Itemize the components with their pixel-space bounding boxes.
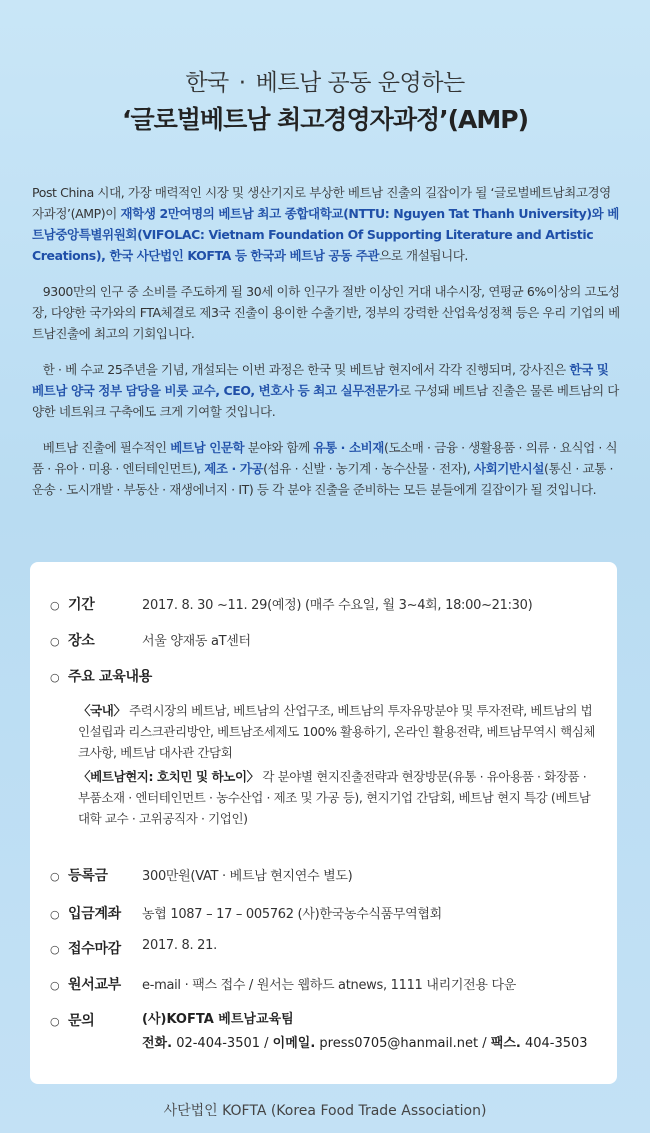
- title-separator: ·: [238, 70, 246, 96]
- title-line-1: [0, 64, 650, 97]
- period-value: 2017. 8. 30 ~11. 29(예정) (매주 수요일, 월 3~4회, 18:00~21:30): [142, 598, 533, 613]
- intro-paragraph-1: Post China 시대, 가장 매력적인 시장 및 생산기지로 부상한 베트남 진출의 길잡이가 될 ‘글로벌베트남최고경영자과정’(AMP)이 재학생 2만여명의 베트남 최고 종합대학교(NTTU: Nguyen Tat Thanh University)와 베트남중앙특별위원회(VIFOLAC: Vietnam Foundation Of Supporting Literature and Artistic Creations), 한국 사단법인 KOFTA 등 한국과 베트남 공동 주관으로 개설됩니다.: [32, 185, 619, 263]
- circle-bullet-icon: ○: [50, 1015, 60, 1028]
- highlight: 한국 및 베트남 양국 정부 담당을 비롯 교수, CEO, 변호사 등 최고 실무전문가: [32, 362, 609, 398]
- account-row: [50, 903, 442, 923]
- place-label: 장소: [68, 633, 95, 649]
- domestic-tag: 〈국내〉: [78, 703, 126, 718]
- circle-bullet-icon: ○: [50, 943, 60, 956]
- education-vietnam: 〈베트남현지: 호치민 및 하노이〉 각 분야별 현지진출전략과 현장방문(유통 · 유아용품 · 화장품 · 부품소재 · 엔터테인먼트 · 농수산업 · 제조 및 가공 등), 현지기업 간담회, 베트남 현지 특강 (베트남 대학 교수 · 고위공직자 · 기업인): [78, 769, 591, 826]
- period-label: 기간: [68, 597, 95, 613]
- deadline-row: [50, 938, 217, 958]
- circle-bullet-icon: ○: [50, 870, 60, 883]
- education-label: 주요 교육내용: [68, 669, 152, 685]
- place-row: [50, 630, 251, 650]
- account-value: 농협 1087 – 17 – 005762 (사)한국농수식품무역협회: [142, 907, 442, 922]
- intro-paragraph-4: 베트남 진출에 필수적인 베트남 인문학 분야와 함께 유통 · 소비재(도소매 · 금융 · 생활용품 · 의류 · 요식업 · 식품 · 유아 · 미용 · 엔터테인먼트), 제조 · 가공(섬유 · 신발 · 농기계 · 농수산물 · 전자), 사회기반시설(통신 · 교통 · 운송 · 도시개발 · 부동산 · 재생에너지 · IT) 등 각 분야 진출을 준비하는 모든 분들에게 길잡이가 될 것입니다.: [32, 440, 618, 497]
- deadline-label: 접수마감: [68, 941, 121, 957]
- intro-paragraph-2: 9300만의 인구 중 소비를 주도하게 될 30세 이하 인구가 절반 이상인 거대 내수시장, 연평균 6%이상의 고도성장, 다양한 국가와의 FTA체결로 제3국 진출이 용이한 수출기반, 정부의 강력한 산업육성정책 등은 우리 기업의 베트남진출에 최고의 기회입니다.: [32, 284, 620, 341]
- fax-label: 팩스.: [490, 1036, 521, 1051]
- fax-value: 404-3503: [520, 1036, 588, 1051]
- circle-bullet-icon: ○: [50, 599, 60, 612]
- circle-bullet-icon: ○: [50, 908, 60, 921]
- title-vietnam: 베트남 공동 운영하는: [255, 70, 465, 96]
- education-domestic: 〈국내〉 주력시장의 베트남, 베트남의 산업구조, 베트남의 투자유망분야 및 투자전략, 베트남의 법인설립과 리스크관리방안, 베트남조세제도 100% 활용하기, 온라인 활용전략, 베트남무역시 핵심체크사항, 베트남 대사관 간담회: [78, 703, 596, 760]
- title-korea: 한국: [185, 70, 229, 96]
- inquiry-row: [50, 1010, 94, 1030]
- inquiry-org: (사)KOFTA 베트남교육팀: [142, 1012, 294, 1027]
- deadline-value: 2017. 8. 21.: [142, 938, 217, 953]
- circle-bullet-icon: ○: [50, 979, 60, 992]
- place-value: 서울 양재동 aT센터: [142, 634, 251, 649]
- intro-section: [32, 182, 622, 515]
- account-label: 입금계좌: [68, 906, 121, 922]
- inquiry-details: [142, 1032, 588, 1056]
- circle-bullet-icon: ○: [50, 671, 60, 684]
- fee-label: 등록금: [68, 868, 108, 884]
- application-row: [50, 974, 516, 994]
- highlight: 재학생 2만여명의 베트남 최고 종합대학교(NTTU: Nguyen Tat Thanh University)와 베트남중앙특별위원회(VIFOLAC: Vietnam Foundation Of Supporting Literature and Artistic Creations), 한국 사단법인 KOFTA 등 한국과 베트남 공동 주관: [32, 206, 619, 263]
- application-label: 원서교부: [68, 977, 121, 993]
- education-row: [50, 666, 152, 686]
- tel-value: 02-404-3501 /: [172, 1036, 273, 1051]
- tel-label: 전화.: [142, 1036, 173, 1051]
- application-value: e-mail · 팩스 접수 / 원서는 웹하드 atnews, 1111 내리기전용 다운: [142, 978, 516, 993]
- inquiry-label: 문의: [68, 1013, 95, 1029]
- fee-value: 300만원(VAT · 베트남 현지연수 별도): [142, 869, 353, 884]
- email-value: press0705@hanmail.net /: [315, 1036, 491, 1051]
- page-title: ‘글로벌베트남 최고경영자과정’(AMP): [121, 105, 529, 134]
- vietnam-tag: 〈베트남현지: 호치민 및 하노이〉: [78, 769, 259, 784]
- email-label: 이메일.: [272, 1036, 316, 1051]
- circle-bullet-icon: ○: [50, 635, 60, 648]
- period-row: [50, 594, 533, 614]
- intro-paragraph-3: 한 · 베 수교 25주년을 기념, 개설되는 이번 과정은 한국 및 베트남 현지에서 각각 진행되며, 강사진은 한국 및 베트남 양국 정부 담당을 비롯 교수, CEO, 변호사 등 최고 실무전문가로 구성돼 베트남 진출은 물론 베트남의 다양한 네트워크 구축에도 크게 기여할 것입니다.: [32, 362, 619, 419]
- fee-row: [50, 865, 353, 885]
- footer-org: 사단법인 KOFTA (Korea Food Trade Association): [163, 1103, 487, 1119]
- inquiry-contact: [142, 1008, 588, 1056]
- info-card: [30, 562, 617, 1084]
